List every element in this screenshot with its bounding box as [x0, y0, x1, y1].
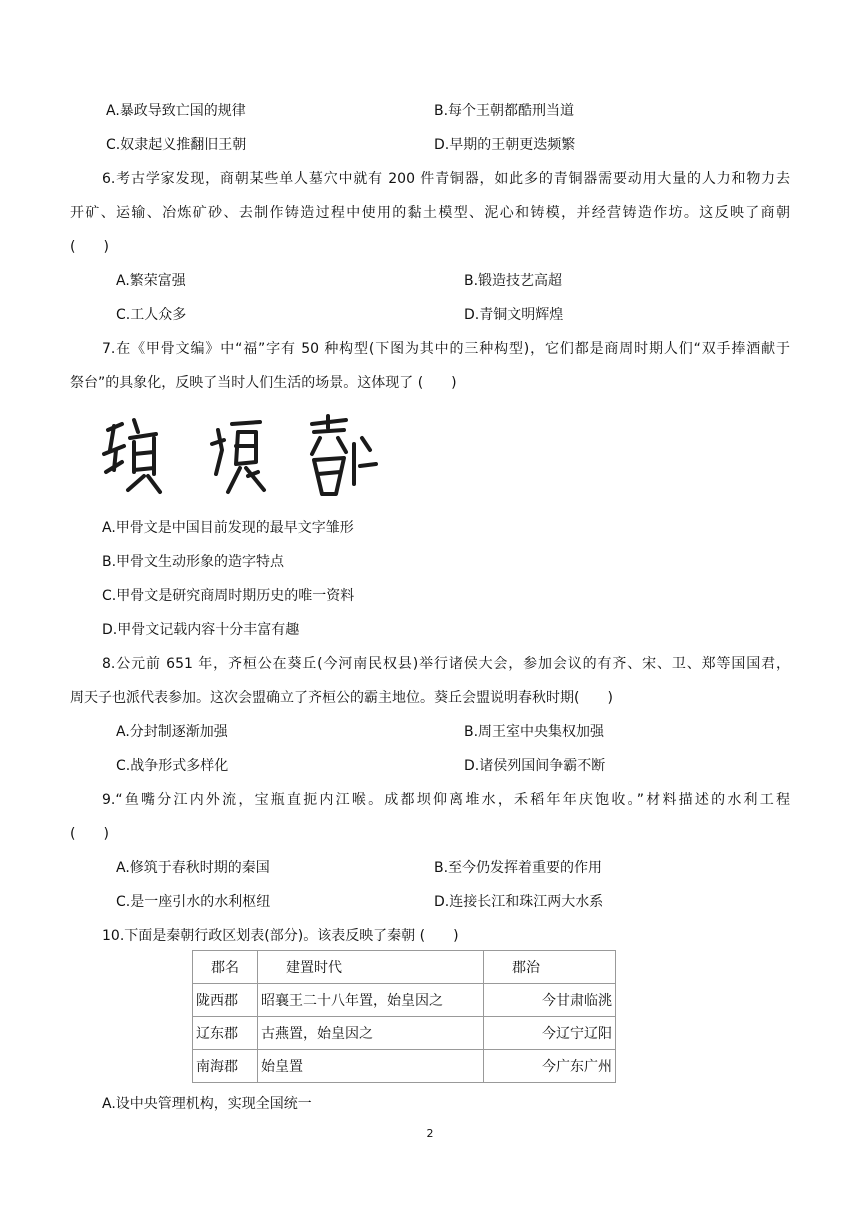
q9-option-a: A.修筑于春秋时期的秦国 — [116, 860, 270, 876]
q5-option-c: C.奴隶起义推翻旧王朝 — [106, 137, 247, 153]
q7-stem-line2: 祭台”的具象化，反映了当时人们生活的场景。这体现了 ( ) — [70, 375, 457, 391]
q7-option-a: A.甲骨文是中国目前发现的最早文字雏形 — [102, 520, 354, 536]
table-cell: 今辽宁辽阳 — [484, 1017, 616, 1050]
q9-answer-blank: ( ) — [70, 826, 109, 842]
table-header-cell: 建置时代 — [258, 951, 484, 984]
oracle-glyph-3 — [312, 416, 376, 494]
q8-stem-line2: 周天子也派代表参加。这次会盟确立了齐桓公的霸主地位。葵丘会盟说明春秋时期( ) — [70, 690, 613, 706]
table-cell: 昭襄王二十八年置，始皇因之 — [258, 984, 484, 1017]
oracle-glyph-2 — [212, 422, 264, 492]
oracle-bone-fu-glyphs — [100, 410, 390, 505]
table-cell: 陇西郡 — [193, 984, 258, 1017]
table-cell: 古燕置，始皇因之 — [258, 1017, 484, 1050]
table-header-cell: 郡名 — [193, 951, 258, 984]
q10-option-a: A.设中央管理机构，实现全国统一 — [102, 1096, 312, 1112]
table-cell: 今甘肃临洮 — [484, 984, 616, 1017]
qin-admin-table — [192, 950, 616, 1083]
q5-option-b: B.每个王朝都酷刑当道 — [434, 103, 575, 119]
table-row — [193, 1050, 616, 1083]
q7-option-b: B.甲骨文生动形象的造字特点 — [102, 554, 285, 570]
q5-option-a: A.暴政导致亡国的规律 — [106, 103, 246, 119]
page-number: 2 — [426, 1127, 434, 1140]
q10-stem: 10.下面是秦朝行政区划表(部分)。该表反映了秦朝 ( ) — [102, 928, 459, 944]
q5-option-d: D.早期的王朝更迭频繁 — [434, 137, 576, 153]
q8-option-b: B.周王室中央集权加强 — [464, 724, 605, 740]
table-cell: 今广东广州 — [484, 1050, 616, 1083]
q6-answer-blank: ( ) — [70, 239, 109, 255]
q8-option-a: A.分封制逐渐加强 — [116, 724, 228, 740]
table-row — [193, 1017, 616, 1050]
q8-option-d: D.诸侯列国间争霸不断 — [464, 758, 606, 774]
q6-option-a: A.繁荣富强 — [116, 273, 186, 289]
q6-option-d: D.青铜文明辉煌 — [464, 307, 564, 323]
table-row — [193, 984, 616, 1017]
q9-option-c: C.是一座引水的水利枢纽 — [116, 894, 271, 910]
q9-option-b: B.至今仍发挥着重要的作用 — [434, 860, 603, 876]
table-cell: 辽东郡 — [193, 1017, 258, 1050]
table-header-cell: 郡治 — [484, 951, 616, 984]
table-header-row — [193, 951, 616, 984]
q8-stem-line1: 8.公元前 651 年，齐桓公在葵丘(今河南民权县)举行诸侯大会，参加会议的有齐、宋、卫、郑等国国君， — [102, 656, 790, 672]
q7-option-d: D.甲骨文记载内容十分丰富有趣 — [102, 622, 300, 638]
q8-option-c: C.战争形式多样化 — [116, 758, 229, 774]
q6-option-c: C.工人众多 — [116, 307, 187, 323]
table-cell: 始皇置 — [258, 1050, 484, 1083]
q6-stem-line2: 开矿、运输、冶炼矿砂、去制作铸造过程中使用的黏土模型、泥心和铸模，并经营铸造作坊。这反映了商朝 — [70, 205, 790, 221]
q9-option-d: D.连接长江和珠江两大水系 — [434, 894, 604, 910]
q6-stem-line1: 6.考古学家发现，商朝某些单人墓穴中就有 200 件青铜器，如此多的青铜器需要动用大量的人力和物力去 — [102, 171, 790, 187]
q7-option-c: C.甲骨文是研究商周时期历史的唯一资料 — [102, 588, 355, 604]
oracle-glyph-1 — [104, 420, 160, 492]
q6-option-b: B.锻造技艺高超 — [464, 273, 563, 289]
table-cell: 南海郡 — [193, 1050, 258, 1083]
q9-stem-line1: 9.“鱼嘴分江内外流，宝瓶直扼内江喉。成都坝仰离堆水，禾稻年年庆饱收。”材料描述的水利工程 — [102, 792, 790, 808]
q7-stem-line1: 7.在《甲骨文编》中“福”字有 50 种构型(下图为其中的三种构型)，它们都是商周时期人们“双手捧酒献于 — [102, 341, 790, 357]
